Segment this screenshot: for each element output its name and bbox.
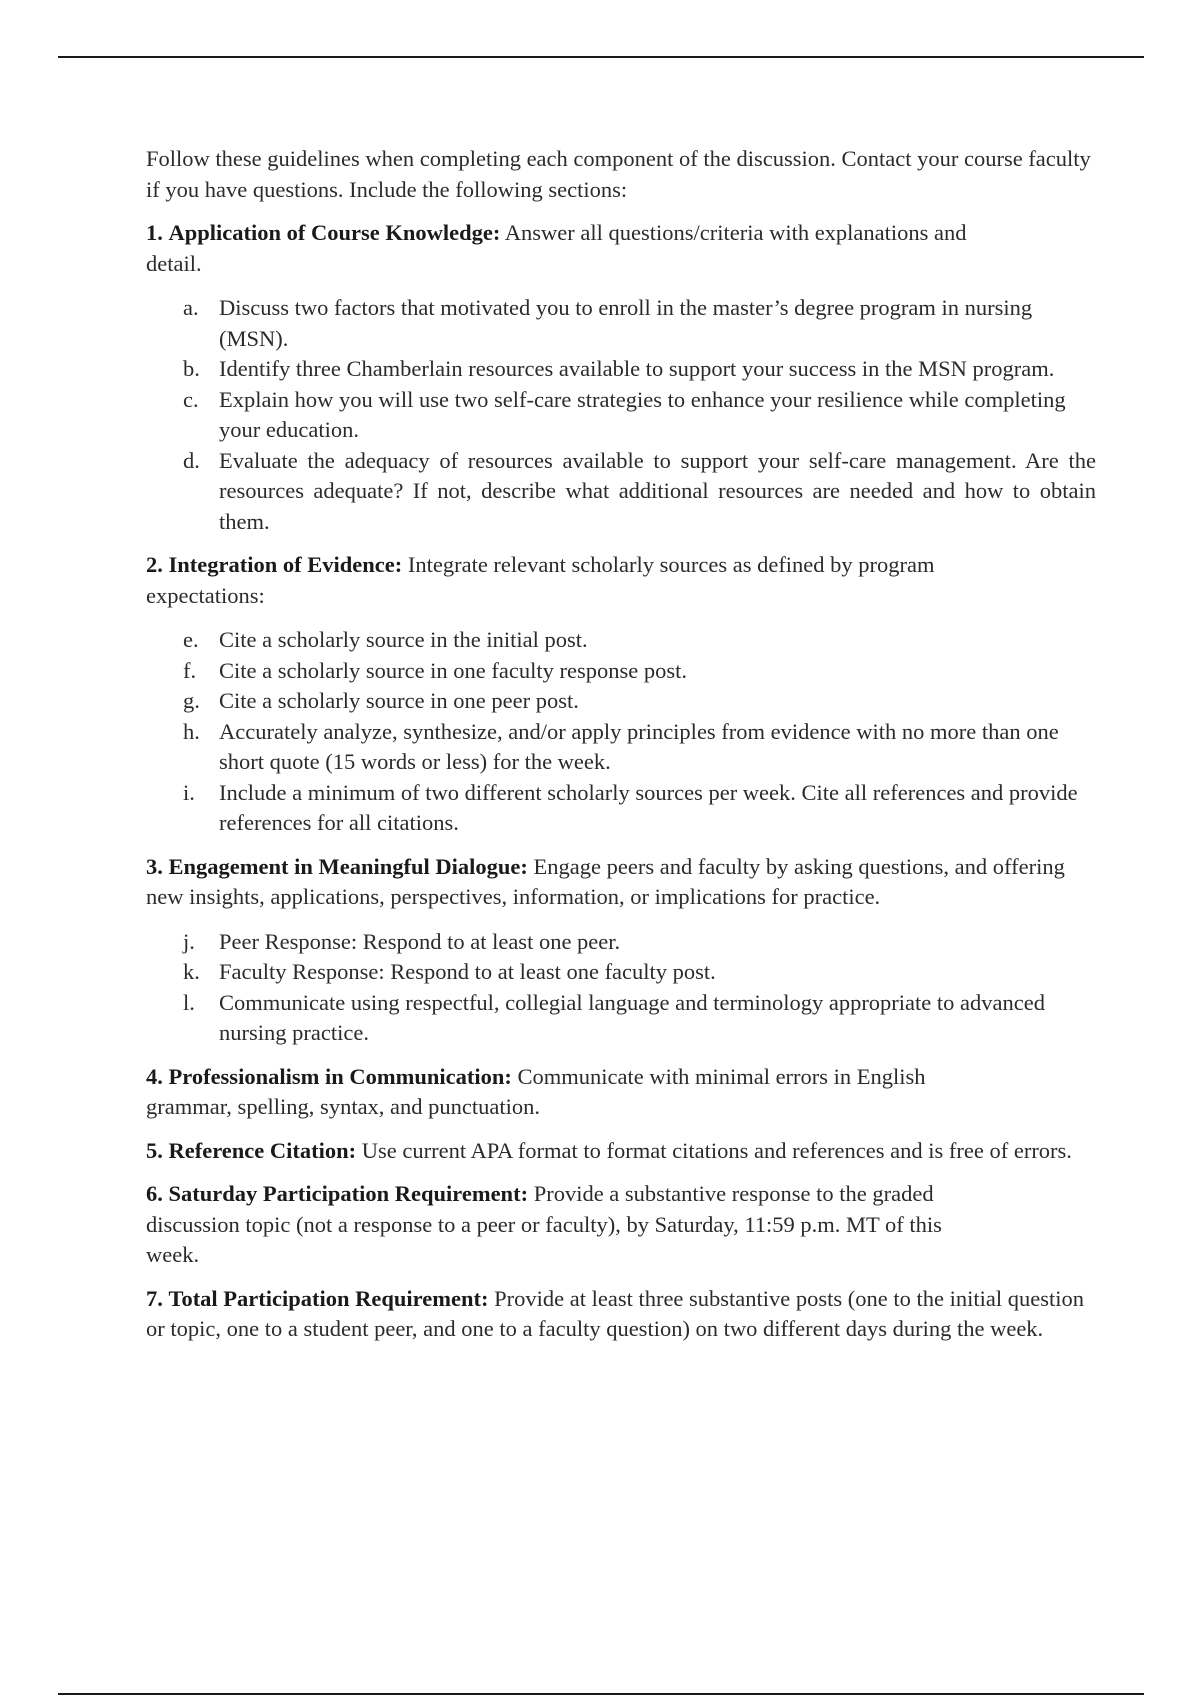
list-marker: k. [183,959,200,984]
section-number: 6. [146,1181,163,1206]
section-title: Integration of Evidence: [168,552,403,577]
section-text: Use current APA format to format citations and references and is free of errors. [361,1137,1072,1163]
list-item-text: Identify three Chamberlain resources available to support your success in the MSN program. [219,356,1055,381]
list-item-text: Include a minimum of two different scholarly sources per week. Cite all references and provide references for all citations. [219,779,1078,835]
list-marker: c. [183,386,199,412]
section-saturday-participation [146,1179,1096,1271]
section-integration [146,550,1096,839]
section-number: 3. [146,853,163,879]
list-item-text: Cite a scholarly source in one faculty response post. [219,657,687,683]
list-item-text: Faculty Response: Respond to at least one faculty post. [219,959,716,984]
list-marker: a. [183,295,199,320]
list-item-text: Cite a scholarly source in one peer post. [219,688,579,713]
list-marker: i. [183,779,195,805]
section-heading [146,550,996,611]
section-text: Integrate relevant scholarly sources as defined by program expectations: [146,552,935,608]
section-text: Provide at least three substantive posts (one to the initial question or topic, one to a student peer, and one to a faculty question) on two different days during the week. [146,1285,1084,1341]
list-item-text: Accurately analyze, synthesize, and/or apply principles from evidence with no more than one short quote (15 words or less) for the week. [219,718,1059,774]
section-application [146,218,1096,537]
list-item-text: Cite a scholarly source in the initial post. [219,627,588,652]
list-item [146,293,1069,354]
list-item [146,385,1069,446]
criteria-list [146,625,1096,839]
section-text: Communicate with minimal errors in English grammar, spelling, syntax, and punctuation. [146,1063,926,1119]
list-item [146,446,1096,538]
section-number: 1. [146,220,163,245]
list-marker: f. [183,657,197,683]
section-heading [146,1179,996,1271]
list-item [146,686,1096,717]
list-marker: d. [183,447,200,473]
list-item [146,988,1069,1049]
list-item [146,717,1096,778]
section-total-participation [146,1284,1096,1345]
document-body [146,144,1096,1345]
section-heading [146,852,1096,913]
section-text: Answer all questions/criteria with explanations and detail. [146,220,967,276]
section-number: 7. [146,1285,163,1311]
section-heading [146,218,996,279]
section-heading [146,1136,1096,1167]
section-text: Engage peers and faculty by asking questions, and offering new insights, applications, perspectives, information, or implications for practice. [146,853,1065,909]
list-item [146,625,1096,656]
list-item-text: Communicate using respectful, collegial language and terminology appropriate to advanced nursing practice. [219,989,1045,1045]
list-marker: b. [183,356,200,381]
list-item-text: Peer Response: Respond to at least one peer. [219,928,621,954]
section-title: Total Participation Requirement: [168,1285,489,1311]
list-marker: h. [183,718,200,744]
list-item [146,656,1096,687]
criteria-list [146,293,1096,537]
list-item-text: Discuss two factors that motivated you to enroll in the master’s degree program in nursing (MSN). [219,295,1033,351]
section-reference-citation [146,1136,1096,1167]
intro-paragraph: Follow these guidelines when completing each component of the discussion. Contact your course faculty if you have questions. Include the following sections: [146,146,1091,202]
footer-rule [58,1693,1144,1695]
section-title: Professionalism in Communication: [168,1063,512,1089]
list-item [146,354,1069,385]
section-engagement [146,852,1096,1049]
list-item [146,957,1096,988]
list-item [146,927,1096,958]
section-heading [146,1062,996,1123]
section-title: Saturday Participation Requirement: [168,1181,529,1206]
list-item [146,778,1096,839]
list-item-text: Evaluate the adequacy of resources available to support your self-care management. Are the resources adequate? If not, describe what additional resources are needed and how to obtain them. [219,447,1096,534]
section-text: Provide a substantive response to the graded discussion topic (not a response to a peer or faculty), by Saturday, 11:59 p.m. MT of this week. [146,1181,942,1267]
section-number: 4. [146,1063,163,1089]
list-marker: e. [183,627,199,652]
section-title: Engagement in Meaningful Dialogue: [168,853,528,879]
list-marker: j. [183,928,195,954]
list-marker: l. [183,989,195,1015]
section-heading [146,1284,1096,1345]
list-item-text: Explain how you will use two self-care strategies to enhance your resilience while completing your education. [219,386,1066,442]
criteria-list [146,927,1096,1049]
section-title: Application of Course Knowledge: [168,220,501,245]
list-marker: g. [183,688,200,713]
header-rule [58,56,1144,58]
section-title: Reference Citation: [168,1137,357,1163]
section-professionalism [146,1062,1096,1123]
section-number: 2. [146,552,163,577]
section-number: 5. [146,1137,163,1163]
